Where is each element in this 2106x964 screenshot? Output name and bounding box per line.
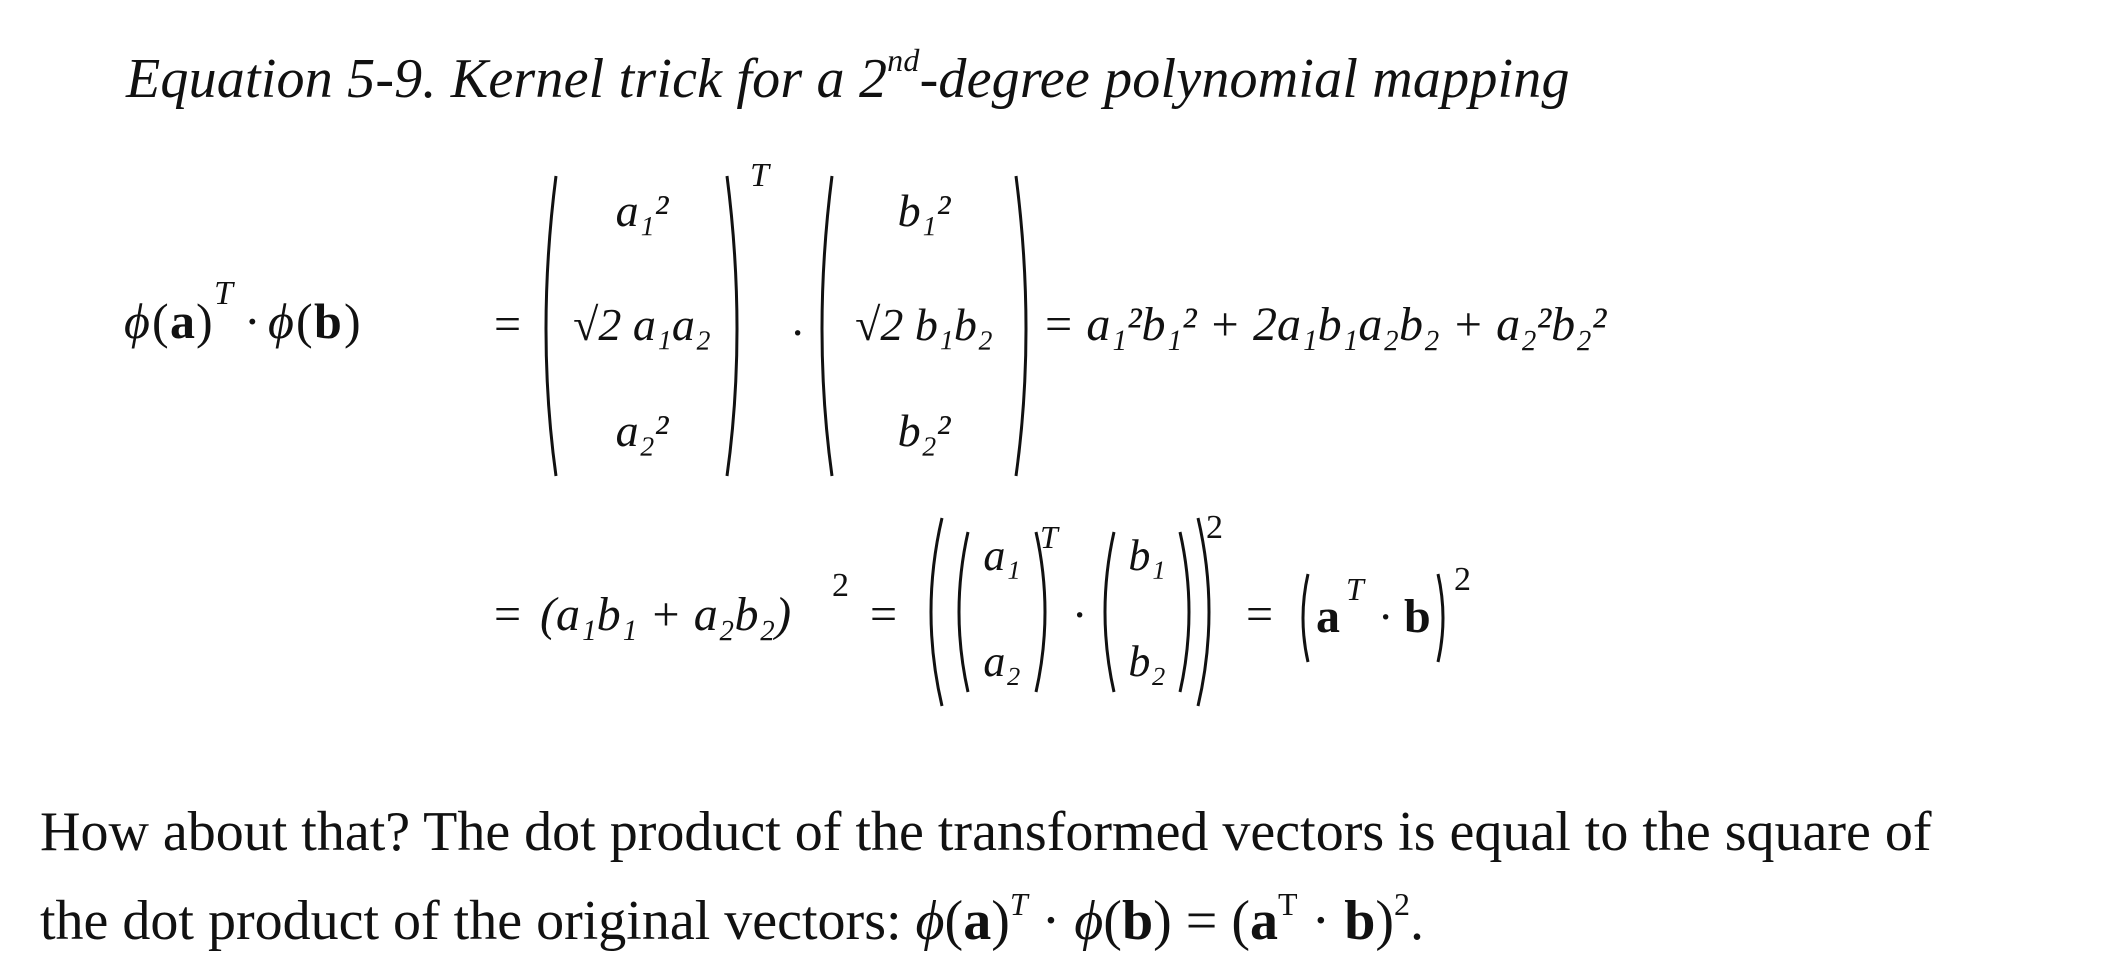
- phi-b-entry-3: b₂²: [897, 405, 951, 456]
- caption-text: Equation 5-9. Kernel trick for a 2: [126, 48, 888, 110]
- lhs-dot: ·: [244, 293, 261, 349]
- equation-line-1: [494, 157, 1608, 476]
- final-vector-b: b: [1404, 590, 1431, 643]
- para-vector-a: a: [963, 890, 992, 952]
- final-right-paren: [1438, 574, 1443, 662]
- caption-superscript: nd: [887, 42, 920, 78]
- b-vector-entry-2: b₂: [1128, 637, 1166, 686]
- final-transpose: T: [1346, 571, 1364, 607]
- line2-transpose: T: [1040, 519, 1058, 555]
- a-vector-entry-1: a₁: [983, 531, 1021, 580]
- phi-a-entry-3: a₂²: [615, 405, 669, 456]
- line1-result: = a₁²b₁² + 2a₁b₁a₂b₂ + a₂²b₂²: [1042, 298, 1607, 351]
- line2-equals: =: [494, 588, 522, 641]
- b-vector-entry-1: b₁: [1128, 531, 1166, 580]
- lhs-close-paren-a: ): [196, 293, 213, 349]
- caption-tail: -degree polynomial mapping: [919, 48, 1570, 110]
- para-dot: ·: [1041, 890, 1061, 952]
- para-final-dot: ·: [1311, 890, 1331, 952]
- para-vector-b: b: [1121, 890, 1154, 952]
- line2-sum: (a₁b₁ + a₂b₂): [540, 588, 792, 641]
- final-left-paren: [1303, 574, 1308, 662]
- para-phi-b: ϕ: [1074, 890, 1104, 952]
- a-vector-right-paren: [1036, 532, 1045, 692]
- para-transpose: T: [1009, 886, 1028, 922]
- a-vector-entry-2: a₂: [983, 637, 1021, 686]
- phi-a-entry-1: a₁²: [615, 185, 669, 236]
- line1-transpose: T: [750, 157, 769, 194]
- a-vector-left-paren: [959, 532, 968, 692]
- outer-right-paren: [1198, 518, 1209, 706]
- equation-lhs: [124, 275, 361, 349]
- lhs-vector-b: b: [314, 293, 342, 349]
- lhs-phi-a: ϕ: [124, 293, 150, 349]
- line2-equals-3: =: [1246, 588, 1274, 641]
- lhs-transpose: T: [214, 275, 233, 312]
- line2-dot: ·: [1072, 589, 1088, 640]
- lhs-close-paren-b: ): [344, 293, 361, 349]
- para-final-transpose: T: [1278, 886, 1298, 922]
- phi-b-vector: [855, 185, 993, 456]
- lhs-open-paren-a: (: [152, 293, 169, 349]
- line1-dot: ·: [790, 307, 806, 358]
- lhs-vector-a: a: [170, 293, 195, 349]
- lhs-phi-b: ϕ: [268, 293, 294, 349]
- paragraph-line-1: How about that? The dot product of the transformed vectors is equal to the square of: [40, 801, 1932, 863]
- equation-line-2: [494, 509, 1471, 706]
- phi-a-vector: [573, 185, 711, 456]
- final-square: 2: [1454, 561, 1471, 598]
- explanation-paragraph: [40, 796, 1932, 957]
- line2-sum-square: 2: [832, 567, 849, 604]
- para-final-b: b: [1344, 890, 1376, 952]
- para-equals: =: [1185, 890, 1218, 952]
- paragraph-line-2: the dot product of the original vectors: $\phi(a)^T \cdot \phi(b) = (a^T \cdot b)^2$.: [40, 886, 1425, 952]
- paragraph-line-2-text: the dot product of the original vectors:: [40, 890, 916, 952]
- para-period: .: [1410, 890, 1425, 952]
- b-vector-right-paren: [1180, 532, 1189, 692]
- b-vector-left-paren: [1105, 532, 1114, 692]
- phi-a-entry-2: √2 a₁a₂: [573, 299, 711, 350]
- line1-equals: =: [494, 298, 522, 351]
- phi-b-right-paren: [1016, 176, 1026, 476]
- outer-square: 2: [1206, 509, 1223, 546]
- lhs-open-paren-b: (: [296, 293, 313, 349]
- phi-b-left-paren: [822, 176, 832, 476]
- para-phi-a: ϕ: [915, 890, 945, 952]
- para-final-a: a: [1250, 890, 1278, 952]
- final-dot: ·: [1378, 591, 1394, 642]
- phi-b-entry-1: b₁²: [897, 185, 951, 236]
- outer-left-paren: [931, 518, 942, 706]
- line2-equals-2: =: [870, 588, 898, 641]
- phi-b-entry-2: √2 b₁b₂: [855, 299, 993, 350]
- final-vector-a: a: [1316, 590, 1340, 643]
- phi-a-right-paren: [727, 176, 737, 476]
- para-square: 2: [1394, 886, 1411, 922]
- phi-a-left-paren: [546, 176, 556, 476]
